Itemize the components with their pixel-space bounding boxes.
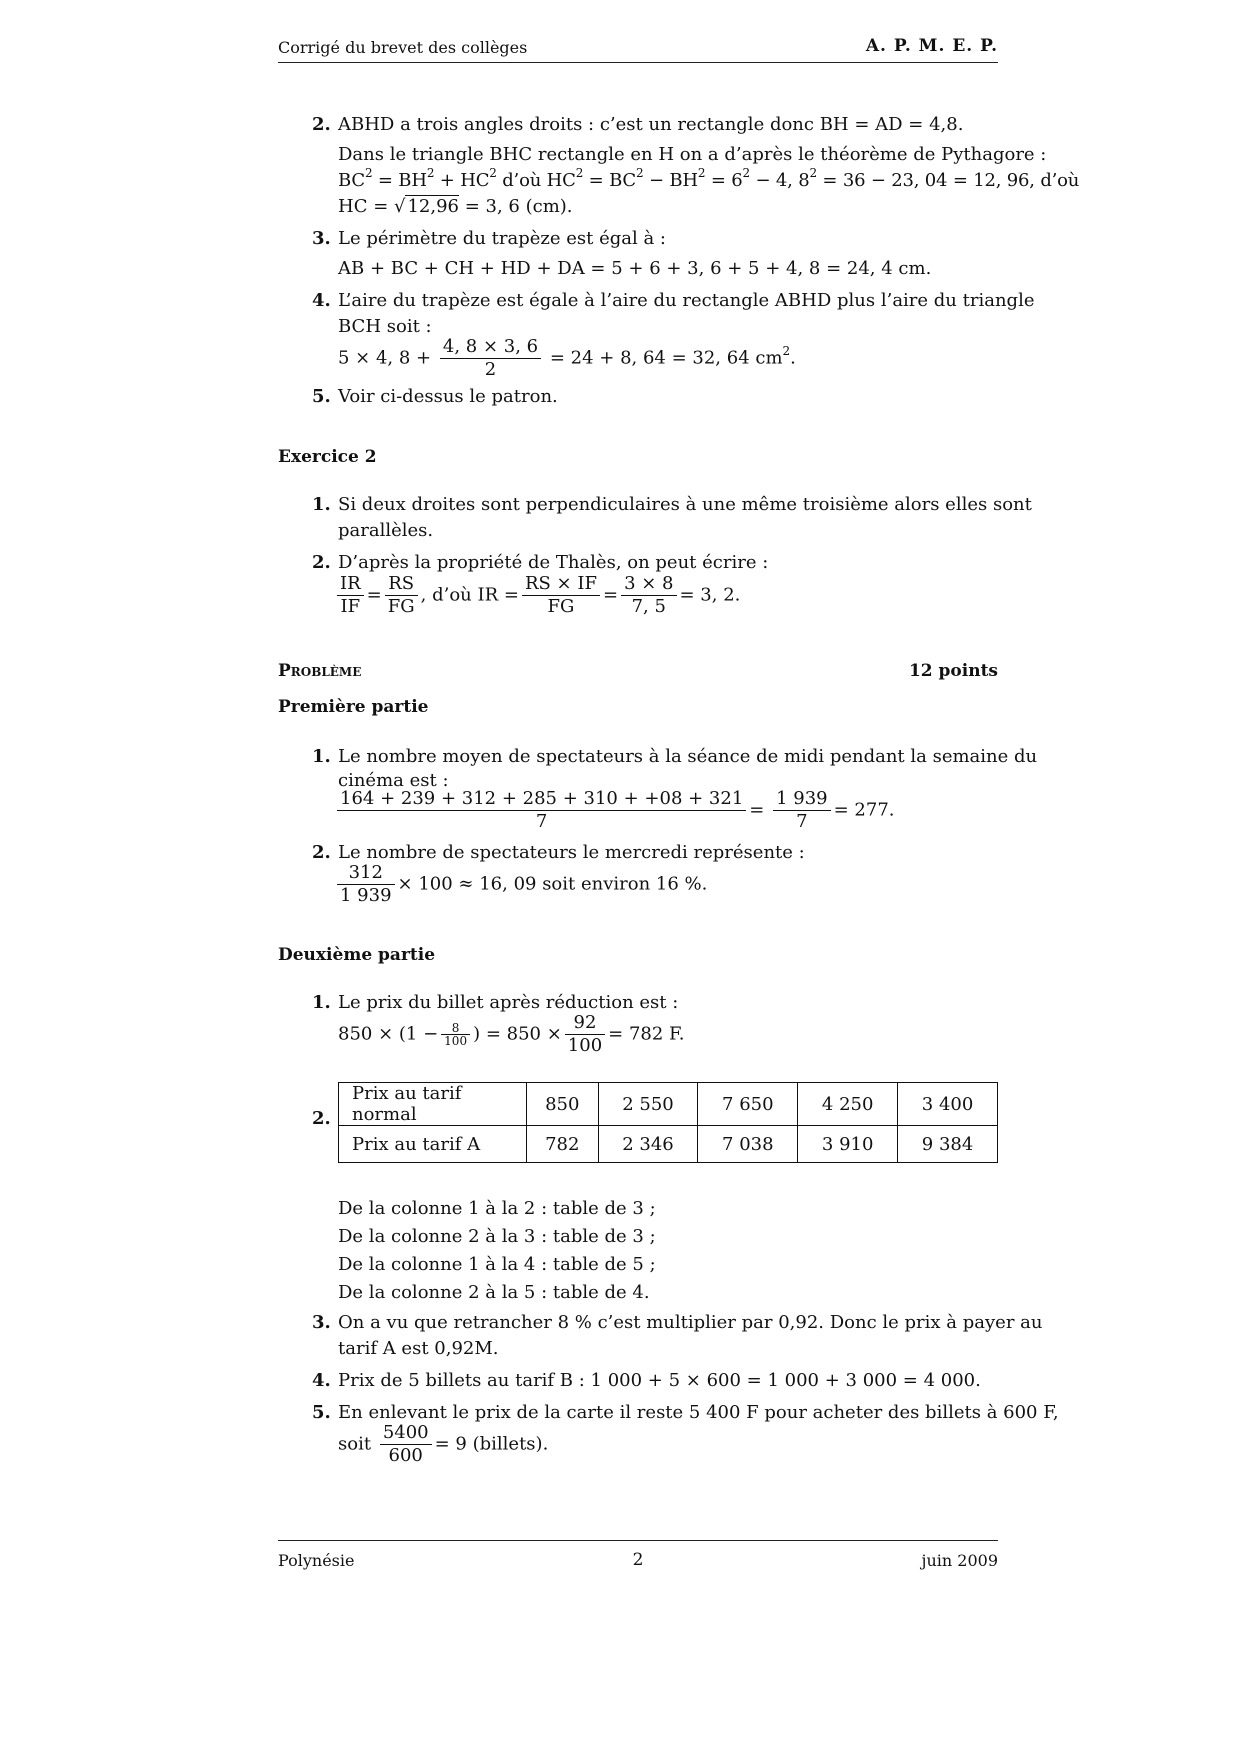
text-line: L’aire du trapèze est égale à l’aire du rectangle ABHD plus l’aire du triangle	[338, 290, 1035, 311]
text-line: Le nombre moyen de spectateurs à la séance de midi pendant la semaine du	[338, 746, 1038, 767]
page-header	[278, 36, 998, 63]
text-line: parallèles.	[338, 520, 434, 541]
text-line: Le périmètre du trapèze est égal à :	[338, 228, 666, 249]
fraction-numerator: 92	[565, 1012, 605, 1035]
footer-left: Polynésie	[278, 1551, 355, 1570]
text-line: D’après la propriété de Thalès, on peut écrire :	[338, 552, 769, 573]
price-formula	[338, 1012, 684, 1057]
formula-part: × 100 ≈ 16, 09 soit environ 16 %.	[397, 873, 708, 895]
fraction	[773, 788, 831, 833]
fraction	[337, 862, 395, 907]
text-line: Voir ci-dessus le patron.	[338, 386, 558, 407]
formula-part: soit	[338, 1433, 372, 1455]
text-line: On a vu que retrancher 8 % c’est multiplier par 0,92. Donc le prix à payer au	[338, 1312, 1043, 1333]
text-line: Le prix du billet après réduction est :	[338, 992, 679, 1013]
text-line: cinéma est :	[338, 770, 449, 791]
formula-part: d’où HC	[496, 170, 576, 191]
fraction	[385, 573, 418, 618]
formula-part: BC	[338, 170, 365, 191]
formula-part: = 3, 2.	[679, 584, 741, 606]
item-number: 5.	[312, 386, 331, 407]
formula-part: = 782 F.	[608, 1023, 685, 1045]
text-line: tarif A est 0,92M.	[338, 1338, 499, 1359]
page-footer	[278, 1540, 998, 1571]
percent-formula	[334, 862, 707, 907]
fraction-denominator: 2	[484, 359, 497, 380]
fraction-denominator: 7, 5	[631, 596, 666, 617]
table-cell: 3 910	[798, 1126, 898, 1163]
item-number: 3.	[312, 228, 331, 249]
page-number: 2	[632, 1550, 644, 1570]
item-number: 4.	[312, 1370, 331, 1391]
text-line: Le nombre de spectateurs le mercredi représente :	[338, 842, 805, 863]
text-line: Si deux droites sont perpendiculaires à une même troisième alors elles sont	[338, 494, 1032, 515]
fraction	[337, 573, 364, 618]
table-cell: 7 038	[698, 1126, 798, 1163]
fraction	[522, 573, 600, 618]
table-cell: 850	[527, 1083, 599, 1126]
small-fraction	[441, 1022, 470, 1047]
table-cell: 3 400	[898, 1083, 998, 1126]
exponent: 2	[364, 166, 373, 180]
fraction-denominator: 1 939	[340, 885, 392, 906]
item-number: 2.	[312, 1108, 331, 1129]
table-cell: 2 346	[598, 1126, 698, 1163]
fraction-numerator: 164 + 239 + 312 + 285 + 310 + +08 + 321	[337, 788, 746, 811]
fraction-denominator: FG	[547, 596, 575, 617]
text-line: Prix de 5 billets au tarif B : 1 000 + 5 × 600 = 1 000 + 3 000 = 4 000.	[338, 1370, 981, 1391]
fraction-denominator: 7	[796, 811, 808, 832]
formula-part: = 3, 6 (cm).	[459, 196, 573, 217]
item-number: 2.	[312, 842, 331, 863]
mean-formula: $\frac{164 + 239 + 312 + 285 + 310 + +08 + 321}{7}$ = $\frac{1 939}{7}$ = 277.	[334, 788, 895, 833]
formula-part: .	[790, 347, 796, 369]
table-cell: 2 550	[598, 1083, 698, 1126]
table-cell: 9 384	[898, 1126, 998, 1163]
fraction-numerator: 5400	[380, 1422, 432, 1445]
formula-part: = 24 + 8, 64 = 32, 64 cm	[549, 347, 783, 369]
price-table	[338, 1082, 998, 1163]
text-line: De la colonne 1 à la 4 : table de 5 ;	[338, 1254, 656, 1275]
formula-part: 850 × (1 −	[338, 1023, 439, 1045]
text-line: ABHD a trois angles droits : c’est un rectangle donc BH = AD = 4,8.	[338, 114, 964, 135]
sqrt-radicand: 12,96	[407, 196, 459, 217]
text-line: De la colonne 2 à la 3 : table de 3 ;	[338, 1226, 656, 1247]
text-line: Dans le triangle BHC rectangle en H on a d’après le théorème de Pythagore :	[338, 144, 1047, 165]
item-number: 2.	[312, 552, 331, 573]
item-number: 1.	[312, 494, 331, 515]
text-line: De la colonne 2 à la 5 : table de 4.	[338, 1282, 650, 1303]
table-cell-label: Prix au tarif A	[339, 1126, 527, 1163]
fraction-denominator: 100	[567, 1035, 603, 1056]
item-number: 1.	[312, 746, 331, 767]
fraction-numerator: 312	[337, 862, 395, 885]
exponent: 2	[742, 166, 750, 180]
formula-part: = BH	[372, 170, 427, 191]
exponent: 2	[426, 166, 435, 180]
formula-part: = 6	[705, 170, 743, 191]
table-cell-label: Prix au tarif normal	[339, 1083, 527, 1126]
formula-part: − BH	[643, 170, 698, 191]
item-number: 2.	[312, 114, 331, 135]
section-title-probleme: Problème	[278, 661, 362, 681]
table-row	[339, 1083, 998, 1126]
text-line: En enlevant le prix de la carte il reste 5 400 F pour acheter des billets à 600 F,	[338, 1402, 1059, 1423]
billets-formula	[338, 1422, 548, 1467]
table-cell: 782	[527, 1126, 599, 1163]
fraction-numerator: 3 × 8	[621, 573, 676, 596]
table-cell: 4 250	[798, 1083, 898, 1126]
formula-part: = 9 (billets).	[434, 1433, 549, 1455]
thales-formula	[334, 573, 740, 618]
fraction	[380, 1422, 432, 1467]
item-number: 4.	[312, 290, 331, 311]
hc-result	[338, 194, 573, 220]
formula-part: + HC	[434, 170, 490, 191]
header-right: A. P. M. E. P.	[865, 36, 998, 56]
item-number: 5.	[312, 1402, 331, 1423]
text-line: BCH soit :	[338, 316, 432, 337]
footer-right: juin 2009	[921, 1551, 998, 1570]
text-line: De la colonne 1 à la 2 : table de 3 ;	[338, 1198, 656, 1219]
fraction-denominator: IF	[340, 596, 361, 617]
fraction-denominator: 7	[535, 811, 548, 832]
equals: =	[366, 584, 382, 606]
header-left: Corrigé du brevet des collèges	[278, 38, 528, 57]
fraction-denominator: 600	[388, 1445, 423, 1466]
exponent: 2	[636, 166, 644, 180]
fraction-numerator: RS × IF	[522, 573, 600, 596]
fraction	[565, 1012, 605, 1057]
formula-part: = BC	[583, 170, 637, 191]
equals: =	[602, 584, 619, 606]
formula-part: , d’où IR =	[420, 584, 519, 606]
exponent: 2	[575, 166, 584, 180]
fraction-numerator: 4, 8 × 3, 6	[440, 336, 541, 359]
formula-part: 5 × 4, 8 +	[338, 347, 432, 369]
formula-part: − 4, 8	[749, 170, 810, 191]
fraction-numerator: 1 939	[773, 788, 831, 811]
formula-part: = 36 − 23, 04 = 12, 96, d’où	[816, 170, 1080, 191]
subsection-title: Deuxième partie	[278, 945, 436, 965]
fraction-denominator: 100	[444, 1034, 468, 1048]
formula-part: = 277.	[833, 799, 895, 821]
fraction-numerator: 8	[441, 1022, 470, 1035]
section-title: Exercice 2	[278, 447, 377, 467]
points-label: 12 points	[908, 661, 998, 681]
text-line: AB + BC + CH + HD + DA = 5 + 6 + 3, 6 + 5 + 4, 8 = 24, 4 cm.	[338, 258, 932, 279]
fraction	[440, 336, 541, 381]
fraction-numerator: RS	[385, 573, 418, 596]
item-number: 1.	[312, 992, 331, 1013]
formula-part: HC = √	[338, 196, 406, 217]
exponent: 2	[809, 166, 817, 180]
exponent: 2	[782, 343, 791, 358]
fraction-numerator: IR	[337, 573, 364, 596]
fraction	[337, 788, 746, 833]
subsection-title: Première partie	[278, 697, 429, 717]
exponent: 2	[697, 166, 706, 180]
table-row	[339, 1126, 998, 1163]
table-cell: 7 650	[698, 1083, 798, 1126]
fraction	[621, 573, 676, 618]
pythagore-formula	[338, 168, 1079, 194]
formula-part: ) = 850 ×	[473, 1023, 562, 1045]
exponent: 2	[489, 166, 497, 180]
area-formula	[338, 336, 796, 381]
item-number: 3.	[312, 1312, 331, 1333]
fraction-denominator: FG	[387, 596, 415, 617]
